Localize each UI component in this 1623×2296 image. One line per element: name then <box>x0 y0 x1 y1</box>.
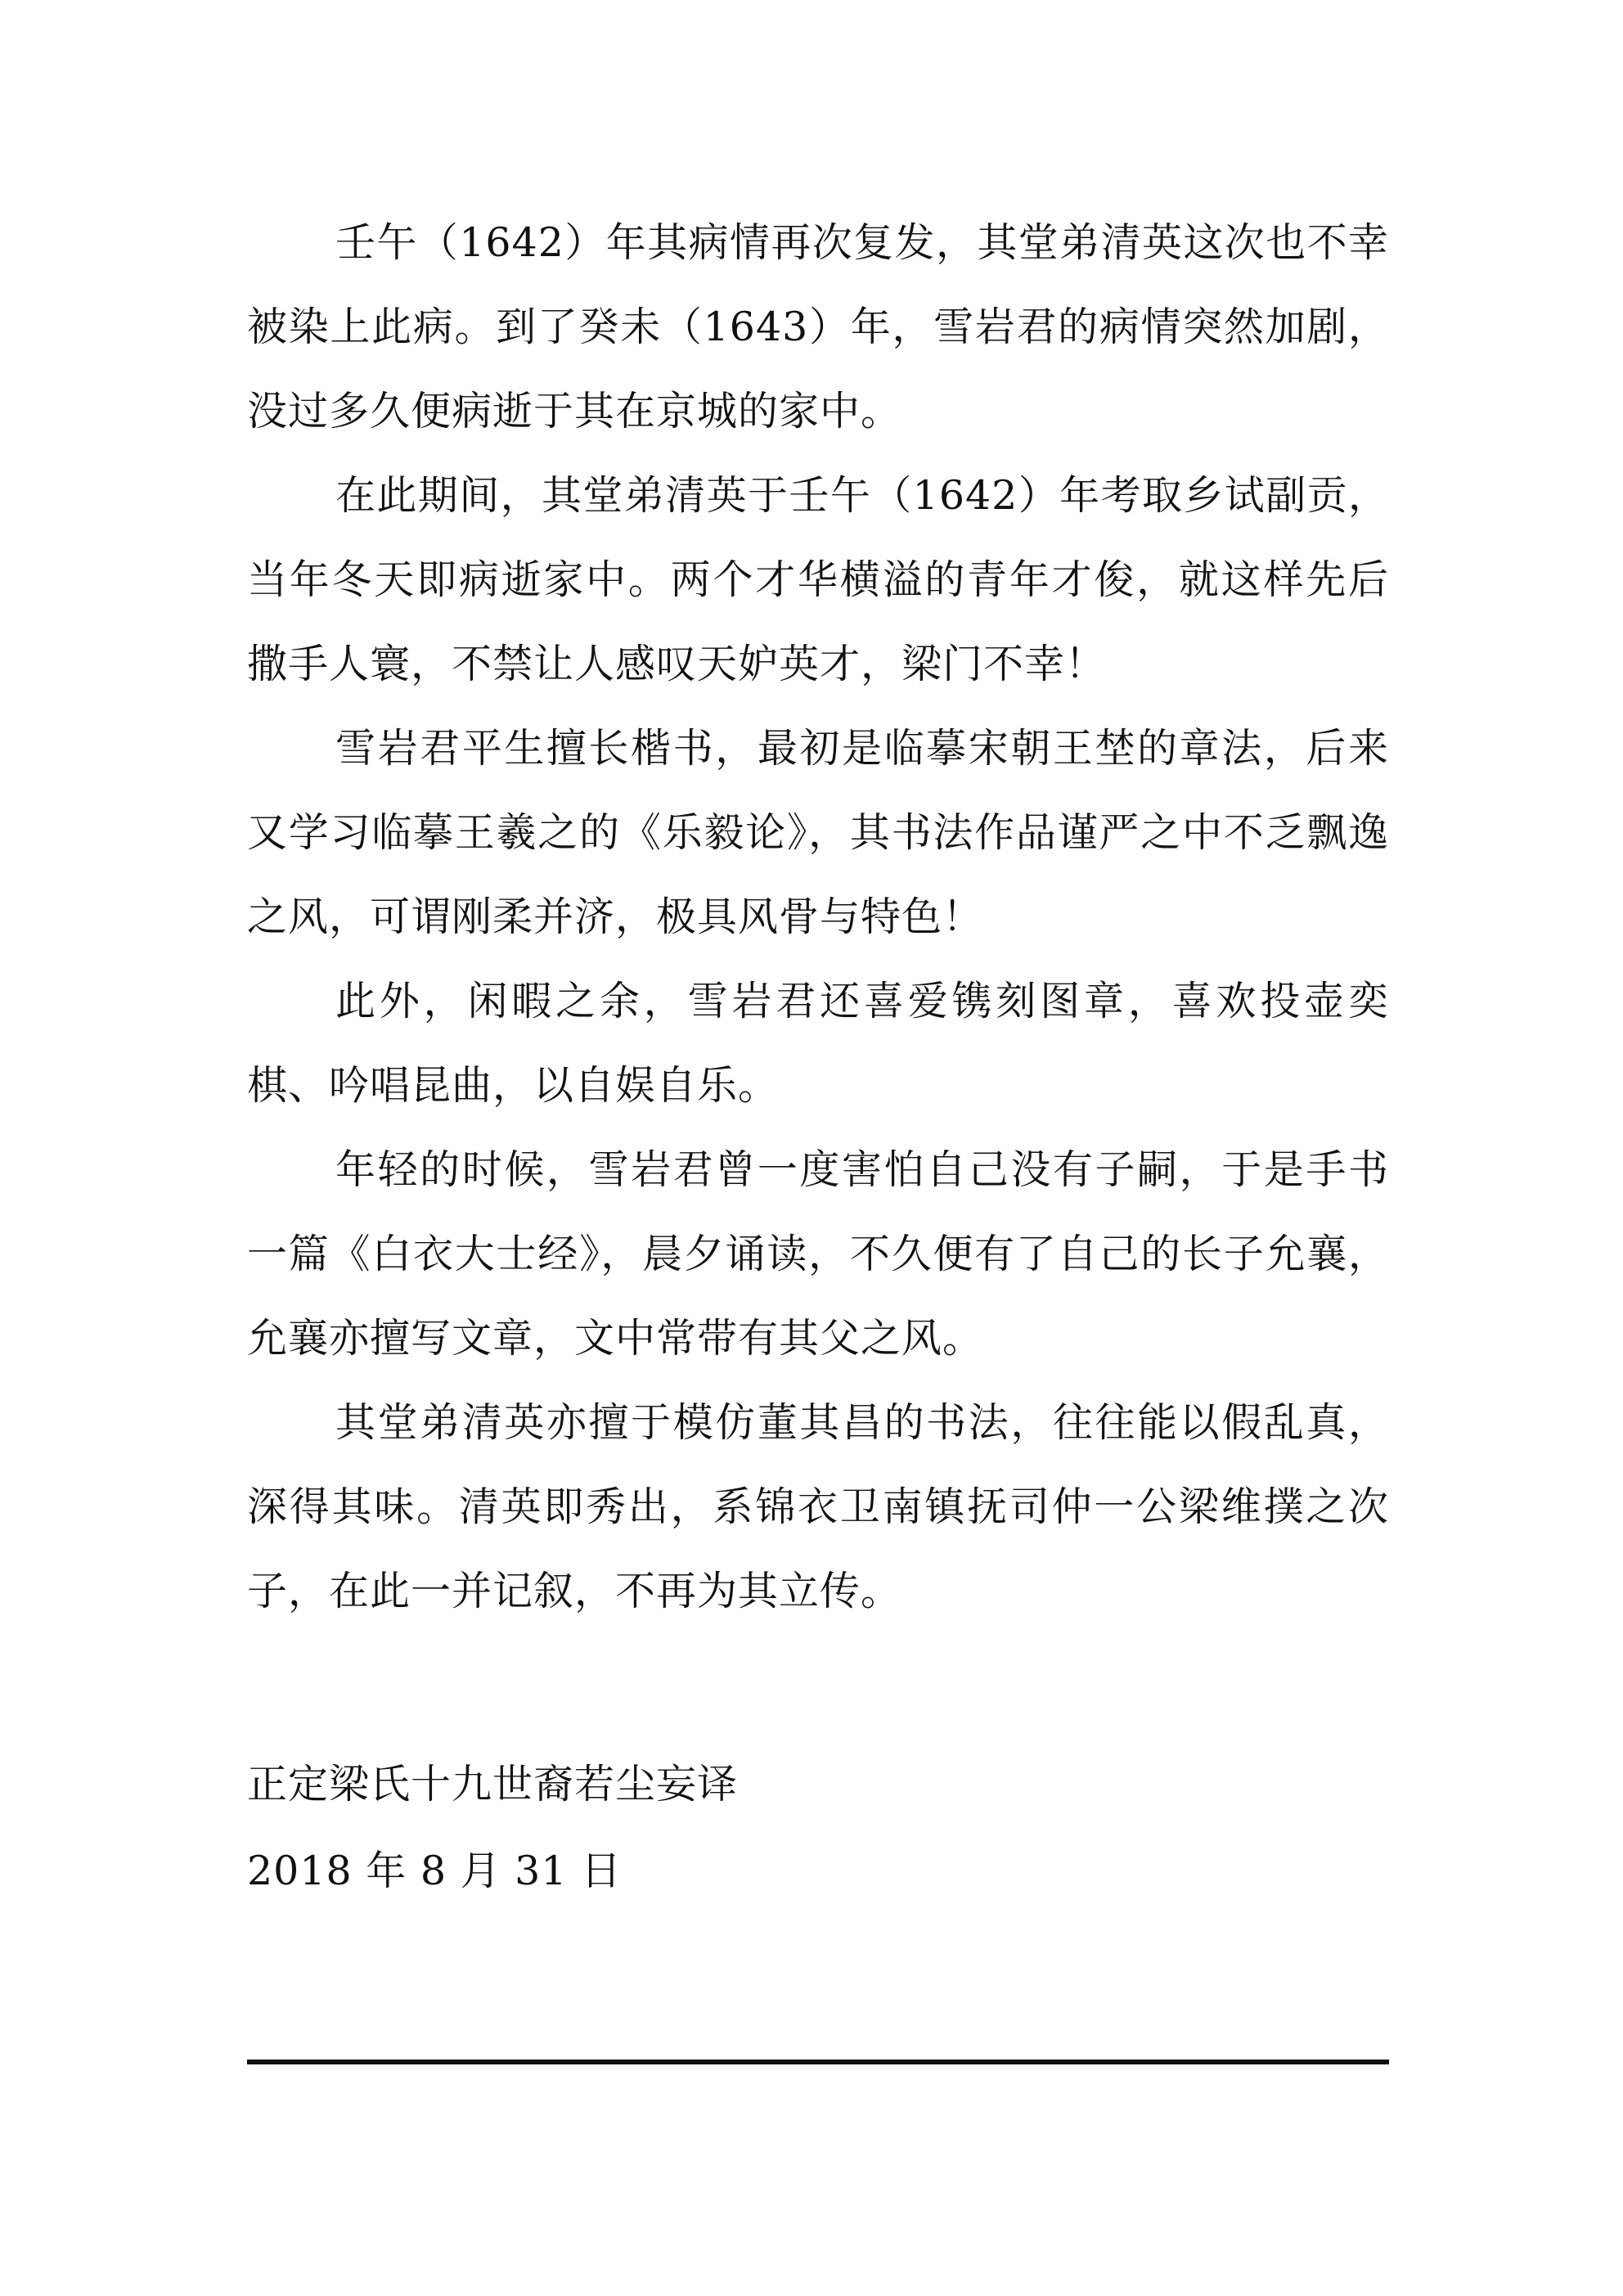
signature-block <box>247 1741 1389 1915</box>
body-text <box>247 200 1389 1633</box>
footer-divider <box>247 2060 1389 2064</box>
translator-credit: 正定梁氏十九世裔若尘妄译 <box>247 1761 739 1808</box>
paragraph: 年轻的时候，雪岩君曾一度害怕自己没有子嗣，于是手书一篇《白衣大士经》，晨夕诵读，不久便有了自己的长子允襄，允襄亦擅写文章，文中常带有其父之风。 <box>247 1146 1389 1362</box>
paragraph: 此外，闲暇之余，雪岩君还喜爱镌刻图章，喜欢投壶奕棋、吟唱昆曲，以自娱自乐。 <box>247 978 1389 1109</box>
paragraph: 其堂弟清英亦擅于模仿董其昌的书法，往往能以假乱真，深得其味。清英即秀出，系锦衣卫南镇抚司仲一公梁维撲之次子，在此一并记叙，不再为其立传。 <box>247 1399 1389 1614</box>
paragraph: 在此期间，其堂弟清英于壬午（1642）年考取乡试副贡，当年冬天即病逝家中。两个才华横溢的青年才俊，就这样先后撒手人寰，不禁让人感叹天妒英才，梁门不幸！ <box>247 472 1389 687</box>
signature-date: 2018 年 8 月 31 日 <box>247 1848 623 1894</box>
paragraph: 壬午（1642）年其病情再次复发，其堂弟清英这次也不幸被染上此病。到了癸未（1643）年，雪岩君的病情突然加剧，没过多久便病逝于其在京城的家中。 <box>247 219 1389 434</box>
paragraph: 雪岩君平生擅长楷书，最初是临摹宋朝王埜的章法，后来又学习临摹王羲之的《乐毅论》，其书法作品谨严之中不乏飘逸之风，可谓刚柔并济，极具风骨与特色！ <box>247 725 1389 940</box>
